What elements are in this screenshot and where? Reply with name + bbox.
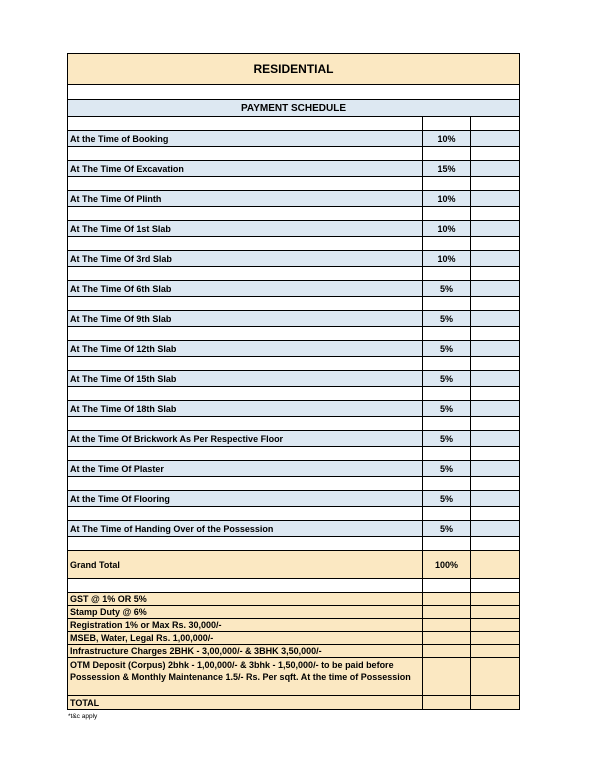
empty-cell	[471, 221, 519, 236]
stage-row	[68, 221, 519, 237]
empty-cell	[423, 267, 471, 280]
empty-cell	[471, 131, 519, 146]
blank-row	[68, 387, 519, 401]
charge-row	[68, 619, 519, 632]
empty-cell	[471, 431, 519, 446]
empty-cell	[423, 606, 471, 618]
empty-cell	[423, 387, 471, 400]
empty-cell	[471, 491, 519, 506]
empty-cell	[423, 297, 471, 310]
empty-cell	[68, 177, 423, 190]
blank-row	[68, 177, 519, 191]
charge-row	[68, 606, 519, 619]
row-label: Infrastructure Charges 2BHK - 3,00,000/- & 3BHK 3,50,000/-	[68, 645, 423, 657]
empty-cell	[423, 417, 471, 430]
empty-cell	[471, 341, 519, 356]
empty-cell	[68, 477, 423, 490]
row-percent: 10%	[423, 251, 471, 266]
row-percent: 5%	[423, 491, 471, 506]
blank-row	[68, 447, 519, 461]
row-label: Grand Total	[68, 551, 423, 578]
empty-cell	[471, 447, 519, 460]
row-label: MSEB, Water, Legal Rs. 1,00,000/-	[68, 632, 423, 644]
empty-cell	[471, 551, 519, 578]
blank-row	[68, 357, 519, 371]
empty-cell	[471, 477, 519, 490]
stage-row	[68, 341, 519, 357]
blank-row	[68, 207, 519, 221]
empty-cell	[423, 696, 471, 709]
row-label: At The Time Of 1st Slab	[68, 221, 423, 236]
empty-cell	[423, 645, 471, 657]
empty-cell	[68, 237, 423, 250]
stage-row	[68, 281, 519, 297]
row-percent: 10%	[423, 191, 471, 206]
charge-row	[68, 645, 519, 658]
row-label: Registration 1% or Max Rs. 30,000/-	[68, 619, 423, 631]
empty-cell	[68, 537, 423, 550]
blank-row	[68, 147, 519, 161]
empty-cell	[471, 632, 519, 644]
stage-row	[68, 311, 519, 327]
row-label: TOTAL	[68, 696, 423, 709]
row-percent: 5%	[423, 401, 471, 416]
empty-cell	[68, 387, 423, 400]
empty-cell	[68, 507, 423, 520]
empty-cell	[471, 161, 519, 176]
row-label: At The Time Of Plinth	[68, 191, 423, 206]
empty-cell	[471, 207, 519, 220]
row-label: GST @ 1% OR 5%	[68, 593, 423, 605]
empty-cell	[471, 537, 519, 550]
row-percent: 5%	[423, 521, 471, 536]
footnote: *t&c apply	[68, 713, 98, 720]
empty-cell	[68, 579, 423, 592]
empty-cell	[423, 207, 471, 220]
blank-row	[68, 297, 519, 311]
empty-cell	[471, 593, 519, 605]
row-label: At The Time Of 9th Slab	[68, 311, 423, 326]
blank-row	[68, 117, 519, 131]
empty-cell	[471, 645, 519, 657]
stage-row	[68, 371, 519, 387]
row-percent: 5%	[423, 341, 471, 356]
empty-cell	[423, 632, 471, 644]
row-percent: 10%	[423, 131, 471, 146]
empty-cell	[423, 477, 471, 490]
empty-cell	[471, 696, 519, 709]
charge-row	[68, 632, 519, 645]
stage-row	[68, 191, 519, 207]
row-percent: 5%	[423, 431, 471, 446]
empty-cell	[471, 521, 519, 536]
row-label: At The Time Of 15th Slab	[68, 371, 423, 386]
empty-cell	[423, 177, 471, 190]
empty-cell	[68, 267, 423, 280]
empty-cell	[471, 177, 519, 190]
empty-cell	[471, 281, 519, 296]
row-percent: 10%	[423, 221, 471, 236]
empty-cell	[471, 147, 519, 160]
empty-cell	[471, 237, 519, 250]
blank-row	[68, 327, 519, 341]
stage-row	[68, 431, 519, 447]
empty-cell	[68, 357, 423, 370]
empty-cell	[471, 311, 519, 326]
empty-cell	[423, 658, 471, 695]
empty-cell	[423, 237, 471, 250]
empty-cell	[471, 658, 519, 695]
row-label: At the Time of Booking	[68, 131, 423, 146]
empty-cell	[471, 619, 519, 631]
empty-cell	[471, 267, 519, 280]
blank-row	[68, 507, 519, 521]
row-label: At The Time Of 18th Slab	[68, 401, 423, 416]
blank-row	[68, 237, 519, 251]
row-label: At The Time Of Excavation	[68, 161, 423, 176]
payment-schedule-table	[67, 53, 520, 710]
empty-cell	[423, 593, 471, 605]
stage-row	[68, 521, 519, 537]
empty-cell	[471, 417, 519, 430]
row-label: At The Time Of 6th Slab	[68, 281, 423, 296]
blank-row	[68, 417, 519, 431]
row-percent: 15%	[423, 161, 471, 176]
blank-row	[68, 537, 519, 551]
row-percent: 5%	[423, 461, 471, 476]
empty-cell	[423, 579, 471, 592]
stage-row	[68, 461, 519, 477]
empty-cell	[68, 447, 423, 460]
empty-cell	[471, 357, 519, 370]
empty-cell	[471, 507, 519, 520]
blank-row	[68, 579, 519, 593]
grand-total-row	[68, 551, 519, 579]
empty-cell	[471, 251, 519, 266]
empty-cell	[471, 401, 519, 416]
stage-row	[68, 161, 519, 177]
empty-cell	[423, 447, 471, 460]
row-label: At the Time Of Brickwork As Per Respective Floor	[68, 431, 423, 446]
row-label: At The Time Of 12th Slab	[68, 341, 423, 356]
empty-cell	[423, 357, 471, 370]
empty-cell	[68, 147, 423, 160]
empty-cell	[423, 619, 471, 631]
empty-cell	[68, 417, 423, 430]
row-percent: 100%	[423, 551, 471, 578]
charge-row	[68, 696, 519, 709]
empty-cell	[471, 371, 519, 386]
empty-cell	[423, 327, 471, 340]
empty-cell	[68, 207, 423, 220]
stage-row	[68, 401, 519, 417]
stage-row	[68, 251, 519, 267]
charge-row	[68, 593, 519, 606]
row-label: At The Time Of 3rd Slab	[68, 251, 423, 266]
stage-row	[68, 131, 519, 147]
empty-cell	[68, 297, 423, 310]
row-percent: 5%	[423, 281, 471, 296]
empty-cell	[423, 147, 471, 160]
row-percent: 5%	[423, 371, 471, 386]
row-label: At the Time Of Plaster	[68, 461, 423, 476]
row-label: At the Time Of Flooring	[68, 491, 423, 506]
row-label: At The Time of Handing Over of the Possession	[68, 521, 423, 536]
row-label: OTM Deposit (Corpus) 2bhk - 1,00,000/- & 3bhk - 1,50,000/- to be paid before Possession & Monthly Maintenance 1.5/- Rs. Per sqft. At the time of Possession	[68, 658, 423, 695]
blank-row	[68, 267, 519, 281]
blank-row	[68, 85, 519, 100]
empty-cell	[471, 297, 519, 310]
empty-cell	[471, 387, 519, 400]
schedule-rows	[68, 131, 519, 709]
empty-cell	[471, 327, 519, 340]
empty-cell	[471, 606, 519, 618]
row-percent: 5%	[423, 311, 471, 326]
blank-row	[68, 477, 519, 491]
stage-row	[68, 491, 519, 507]
row-label: Stamp Duty @ 6%	[68, 606, 423, 618]
empty-cell	[68, 327, 423, 340]
empty-cell	[423, 537, 471, 550]
charge-row	[68, 658, 519, 696]
empty-cell	[471, 191, 519, 206]
empty-cell	[471, 579, 519, 592]
table-title: RESIDENTIAL	[68, 54, 519, 85]
table-subtitle: PAYMENT SCHEDULE	[68, 100, 519, 117]
empty-cell	[423, 507, 471, 520]
empty-cell	[471, 461, 519, 476]
